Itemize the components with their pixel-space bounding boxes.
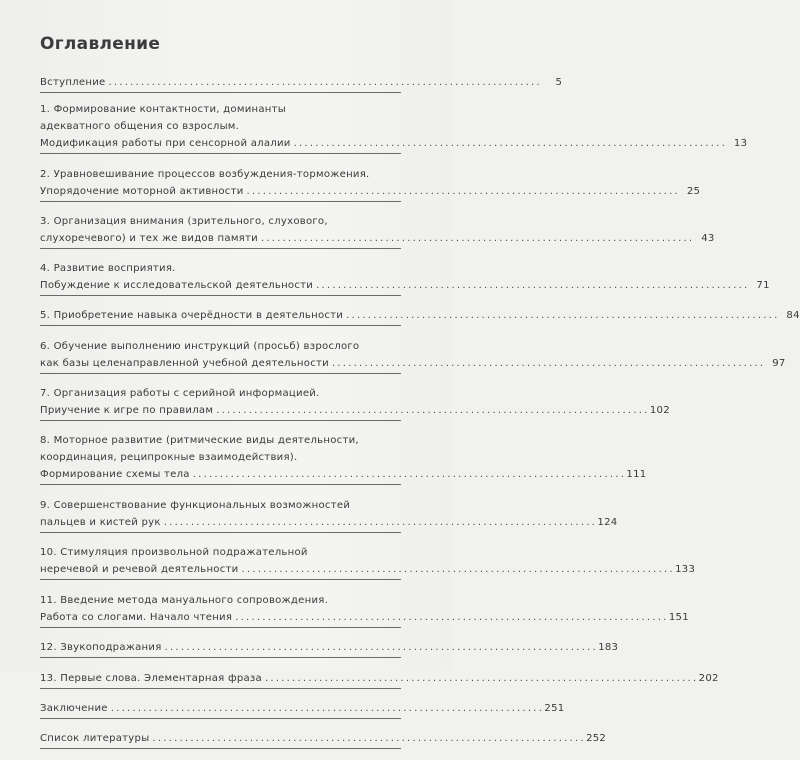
toc-entry-title: Побуждение к исследовательской деятельности [40,280,314,291]
toc-page-number: 102 [649,405,670,416]
dot-leader [294,135,725,152]
toc-entry-title: как базы целенаправленной учебной деятельности [40,358,329,369]
toc-entry-title: Упорядочение моторной активности [40,186,244,197]
toc-entry[interactable] [40,730,607,749]
dot-leader [235,609,666,626]
toc-entry-row [40,355,786,372]
toc-entry-title: Модификация работы при сенсорной алалии [40,138,291,149]
toc-entry-row [40,135,748,152]
toc-entry-line: 4. Развитие восприятия. [40,263,176,274]
toc-entry[interactable] [40,432,647,485]
toc-entry[interactable] [40,670,719,689]
toc-entry-title: неречевой и речевой деятельности [40,564,239,575]
toc-entry-line: 11. Введение метода мануального сопровождения. [40,595,329,606]
toc-entry-row [40,514,618,531]
toc-page-number: 252 [586,733,607,744]
toc-entry[interactable] [40,307,800,326]
toc-entry-row [40,74,563,91]
table-of-contents [40,74,800,760]
toc-entry[interactable] [40,166,701,202]
toc-page-number: 43 [701,233,715,244]
toc-entry-title: 5. Приобретение навыка очерёдности в деятельности [40,310,344,321]
dot-leader [111,700,542,717]
dot-leader [265,670,696,687]
toc-page-number: 13 [733,138,748,149]
dot-leader [193,466,624,483]
dot-leader [332,355,763,372]
dot-leader [216,402,647,419]
toc-entry-row [40,561,696,578]
toc-entry-row [40,670,719,687]
dot-leader [164,514,595,531]
toc-entry-row [40,277,770,294]
toc-page-number: 5 [555,77,563,88]
dot-leader [247,183,678,200]
toc-entry-title: Работа со слогами. Начало чтения [40,612,233,623]
toc-entry-line: 7. Организация работы с серийной информацией. [40,388,320,399]
toc-entry-title: пальцев и кистей рук [40,517,161,528]
toc-entry-line: 3. Организация внимания (зрительного, слухового, [40,216,328,227]
toc-entry-title: 12. Звукоподражания [40,642,162,653]
toc-entry[interactable] [40,338,786,374]
toc-page-number: 202 [698,673,719,684]
toc-entry-row [40,183,701,200]
toc-entry[interactable] [40,592,689,628]
toc-entry-line: 8. Моторное развитие (ритмические виды деятельности, [40,435,359,446]
toc-entry-title: Формирование схемы тела [40,469,190,480]
dot-leader [261,230,692,247]
toc-entry-row [40,230,715,247]
toc-entry-title: 13. Первые слова. Элементарная фраза [40,673,262,684]
toc-entry-row [40,730,607,747]
toc-page-number: 84 [786,310,800,321]
toc-entry-line: 1. Формирование контактности, доминанты [40,104,286,115]
dot-leader [241,561,672,578]
toc-page-number: 25 [686,186,701,197]
toc-page-number: 71 [756,280,770,291]
toc-entry-row [40,466,647,483]
toc-entry-line: 10. Стимуляция произвольной подражательной [40,547,308,558]
toc-entry-line: координация, реципрокные взаимодействия). [40,452,298,463]
dot-leader [108,74,539,91]
toc-entry-title: Приучение к игре по правилам [40,405,214,416]
toc-entry[interactable] [40,260,770,296]
toc-page-number: 251 [544,703,565,714]
toc-entry-row [40,639,619,656]
toc-entry-title: Вступление [40,77,106,88]
toc-page-number: 133 [675,564,696,575]
toc-entry-row [40,307,800,324]
toc-page-number: 183 [598,642,619,653]
toc-page-number: 97 [772,358,786,369]
dot-leader [316,277,747,294]
toc-entry-title: Список литературы [40,733,150,744]
toc-entry-line: 9. Совершенствование функциональных возможностей [40,500,351,511]
toc-entry[interactable] [40,101,748,154]
toc-entry-title: Заключение [40,703,108,714]
toc-entry-line: 2. Уравновешивание процессов возбуждения-торможения. [40,169,370,180]
toc-page-number: 124 [597,517,618,528]
toc-entry[interactable] [40,700,565,719]
toc-page-number: 111 [626,469,647,480]
toc-entry[interactable] [40,544,696,580]
dot-leader [165,639,596,656]
toc-entry[interactable] [40,497,618,533]
toc-entry[interactable] [40,385,670,421]
toc-entry-row [40,700,565,717]
toc-entry[interactable] [40,639,619,658]
toc-entry-line: 6. Обучение выполнению инструкций (просьб) взрослого [40,341,360,352]
dot-leader [346,307,777,324]
toc-entry[interactable] [40,74,563,93]
toc-entry-row [40,609,689,626]
toc-page-number: 151 [668,612,689,623]
dot-leader [152,730,583,747]
toc-entry-line: адекватного общения со взрослым. [40,121,240,132]
toc-entry-row [40,402,670,419]
page-title: Оглавление [40,34,161,54]
toc-entry[interactable] [40,213,715,249]
toc-entry-title: слухоречевого) и тех же видов памяти [40,233,258,244]
